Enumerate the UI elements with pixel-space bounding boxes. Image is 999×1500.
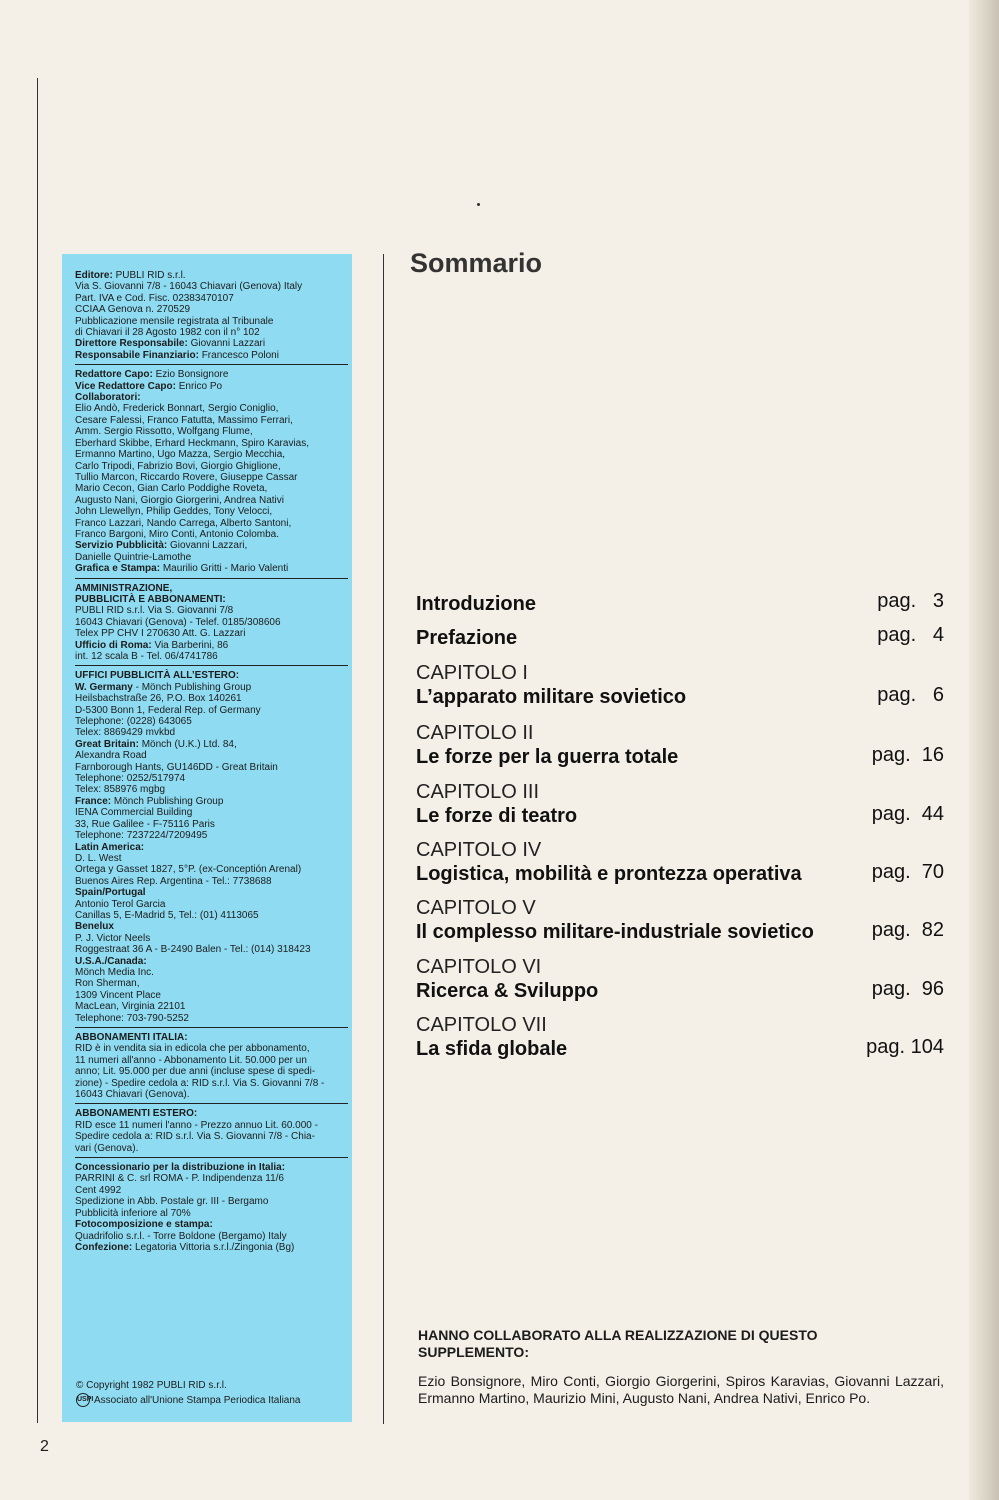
text-line: PARRINI & C. srl ROMA - P. Indipendenza 11/6 (75, 1173, 284, 1185)
toc-chapter-label: CAPITOLO III (416, 781, 539, 803)
text-line: Ron Sherman, (75, 978, 140, 990)
text-line: Via S. Giovanni 7/8 - 16043 Chiavari (Genova) Italy (75, 281, 303, 293)
text-line: Pubblicità inferiore al 70% (75, 1207, 191, 1219)
benelux-label: Benelux (75, 921, 114, 933)
toc-chapter-label: CAPITOLO II (416, 722, 534, 744)
text-line: Telephone: 7237224/7209495 (75, 830, 208, 842)
text-line: Heilsbachstraße 26, P.O. Box 140261 (75, 693, 242, 705)
text-line: Antonio Terol Garcia (75, 898, 166, 910)
concessionario-label: Concessionario per la distribuzione in Italia: (75, 1162, 286, 1174)
text-line: Mario Cecon, Gian Carlo Poddighe Roveta, (75, 483, 268, 495)
toc-chapter-label: CAPITOLO V (416, 897, 536, 919)
toc-entry (416, 1014, 944, 1061)
text-line: Farnborough Hants, GU146DD - Great Britain (75, 761, 278, 773)
toc-entry (416, 781, 944, 828)
text-line: Elio Andò, Frederick Bonnart, Sergio Coniglio, (75, 403, 279, 415)
pubblicita-line: Servizio Pubblicità: Giovanni Lazzari, (75, 540, 248, 552)
copyright-block (76, 1378, 300, 1408)
usa-details (75, 967, 348, 1024)
text-line: Pubblicazione mensile registrata al Tribunale (75, 315, 274, 327)
divider (75, 1157, 348, 1158)
finanziario-line: Responsabile Finanziario: Francesco Poloni (75, 349, 279, 361)
abbonamenti-estero-heading: ABBONAMENTI ESTERO: (75, 1108, 198, 1120)
abbonamenti-estero-details (75, 1120, 348, 1154)
france-details (75, 807, 348, 841)
text-line: PUBBLICITÀ E ABBONAMENTI: (75, 593, 226, 605)
text-line: AMMINISTRAZIONE, (75, 582, 173, 594)
usa-label: U.S.A./Canada: (75, 955, 147, 967)
toc-entry-title: Introduzione (416, 593, 536, 615)
toc-chapter-label: CAPITOLO VII (416, 1014, 547, 1036)
toc-entry-title: L’apparato militare sovietico (416, 686, 687, 708)
pubblicita-line2: Danielle Quintrie-Lamothe (75, 551, 192, 563)
ufficio-roma-line2: int. 12 scala B - Tel. 06/4741786 (75, 651, 218, 662)
text-line: RID è in vendita sia in edicola che per abbonamento, (75, 1043, 310, 1055)
amministrazione-heading (75, 583, 348, 606)
toc-entry-title: La sfida globale (416, 1038, 568, 1060)
text-line: Spedizione in Abb. Postale gr. III - Bergamo (75, 1196, 269, 1208)
toc-page-number: pag. 44 (871, 803, 944, 825)
divider (75, 1027, 348, 1028)
toc-page-number: pag. 3 (877, 590, 944, 612)
toc-entry-title: Prefazione (416, 627, 518, 649)
text-line: zione) - Spedire cedola a: RID s.r.l. Via S. Giovanni 7/8 - (75, 1077, 325, 1089)
divider (75, 665, 348, 666)
gb-details (75, 750, 348, 796)
vice-redattore-line: Vice Redattore Capo: Enrico Po (75, 380, 223, 392)
text-line: Roggestraat 36 A - B-2490 Balen - Tel.: (014) 318423 (75, 944, 311, 956)
text-line: Part. IVA e Cod. Fisc. 02383470107 (75, 292, 234, 304)
text-line: Eberhard Skibbe, Erhard Heckmann, Spiro Karavias, (75, 437, 310, 449)
credits-heading: HANNO COLLABORATO ALLA REALIZZAZIONE DI QUESTO SUPPLEMENTO: (418, 1327, 818, 1360)
collaboratori-list (75, 403, 348, 540)
toc-entry-title: Ricerca & Sviluppo (416, 980, 599, 1002)
collaboratori-label: Collaboratori: (75, 392, 141, 404)
divider (75, 364, 348, 365)
text-line: D. L. West (75, 852, 122, 864)
toc-page-number: pag. 70 (871, 861, 944, 883)
colophon-box (62, 254, 352, 1422)
text-line: Spedire cedola a: RID s.r.l. Via S. Giovanni 7/8 - Chia- (75, 1131, 315, 1143)
toc-page-number: pag. 104 (866, 1036, 944, 1058)
text-line: Augusto Nani, Giorgio Giorgerini, Andrea Nativi (75, 494, 284, 506)
abbonamenti-italia-details (75, 1043, 348, 1100)
germany-details (75, 693, 348, 739)
text-line: John Llewellyn, Philip Geddes, Tony Velocci, (75, 506, 273, 518)
text-line: Ortega y Gasset 1827, 5°P. (ex-Conceptión Arenal) (75, 864, 302, 876)
toc-entry-title: Il complesso militare-industriale sovietico (416, 921, 814, 943)
toc-chapter-label: CAPITOLO I (416, 662, 528, 684)
text-line: Amm. Sergio Rissotto, Wolfgang Flume, (75, 426, 253, 438)
uffici-estero-heading: UFFICI PUBBLICITÀ ALL’ESTERO: (75, 670, 240, 682)
page-edge-shadow (969, 0, 999, 1500)
abbonamenti-italia-heading: ABBONAMENTI ITALIA: (75, 1032, 188, 1043)
text-line: Telex: 8869429 mvkbd (75, 727, 176, 739)
amministrazione-details (75, 605, 348, 639)
text-line: 16043 Chiavari (Genova) - Telef. 0185/308606 (75, 616, 281, 628)
text-line: Telephone: 0252/517974 (75, 773, 186, 785)
france-line: France: Mönch Publishing Group (75, 795, 224, 807)
credits-names: Ezio Bonsignore, Miro Conti, Giorgio Giorgerini, Spiros Karavias, Giovanni Lazzari, Ermanno Martino, Maurizio Mini, Augusto Nani, Andrea Nativi, Enrico Po. (418, 1373, 944, 1406)
text-line: 33, Rue Galilee - F-75116 Paris (75, 818, 215, 830)
ufficio-roma-line: Ufficio di Roma: Via Barberini, 86 (75, 639, 229, 651)
text-line: RID esce 11 numeri l'anno - Prezzo annuo Lit. 60.000 - (75, 1119, 318, 1131)
toc-page-number: pag. 82 (871, 919, 944, 941)
toc-entry (416, 662, 944, 709)
toc-entry-title: Logistica, mobilità e prontezza operativa (416, 863, 802, 885)
text-line: Telephone: 703-790-5252 (75, 1012, 189, 1024)
toc-page-number: pag. 96 (871, 978, 944, 1000)
toc-entry (416, 839, 944, 886)
text-line: Tullio Marcon, Riccardo Rovere, Giuseppe Cassar (75, 471, 298, 483)
page-number: 2 (40, 1438, 49, 1455)
text-line: Cesare Falessi, Franco Fatutta, Massimo Ferrari, (75, 414, 293, 426)
text-line: 16043 Chiavari (Genova). (75, 1089, 190, 1101)
toc-entry-title: Le forze di teatro (416, 805, 578, 827)
print-speck (477, 203, 480, 206)
toc-entry (416, 897, 944, 944)
spain-label: Spain/Portugal (75, 887, 146, 899)
toc-entry-title: Le forze per la guerra totale (416, 746, 679, 768)
confezione-line: Confezione: Legatoria Vittoria s.r.l./Zingonia (Bg) (75, 1241, 295, 1253)
direttore-line: Direttore Responsabile: Giovanni Lazzari (75, 338, 266, 350)
toc-entry (416, 956, 944, 1003)
editore-line: Editore: PUBLI RID s.r.l. (75, 270, 186, 281)
germany-line: W. Germany - Mönch Publishing Group (75, 681, 252, 693)
text-line: CCIAA Genova n. 270529 (75, 304, 191, 316)
toc-entry (416, 592, 944, 616)
column-divider (383, 254, 384, 1424)
toc-page-number: pag. 6 (877, 684, 944, 706)
grafica-line: Grafica e Stampa: Maurilio Gritti - Mario Valenti (75, 563, 289, 575)
text-line: D-5300 Bonn 1, Federal Rep. of Germany (75, 704, 261, 716)
gb-line: Great Britain: Mönch (U.K.) Ltd. 84, (75, 738, 237, 750)
redattore-line: Redattore Capo: Ezio Bonsignore (75, 369, 229, 381)
text-line: Telex: 858976 mgbg (75, 784, 166, 796)
benelux-details (75, 933, 348, 956)
editore-details (75, 281, 348, 338)
credits-block (418, 1327, 944, 1407)
uspi-logo-icon: USPI (76, 1393, 90, 1407)
text-line: P. J. Victor Neels (75, 932, 151, 944)
text-line: Canillas 5, E-Madrid 5, Tel.: (01) 4113065 (75, 909, 259, 921)
left-margin-rule (37, 78, 38, 1423)
text-line: anno; Lit. 95.000 per due anni (incluse spese di spedi- (75, 1066, 316, 1078)
text-line: Mönch Media Inc. (75, 966, 154, 978)
text-line: Cent 4992 (75, 1184, 122, 1196)
text-line: Telephone: (0228) 643065 (75, 716, 192, 728)
fotocomposizione-value: Quadrifolio s.r.l. - Torre Boldone (Bergamo) Italy (75, 1230, 287, 1242)
text-line: PUBLI RID s.r.l. Via S. Giovanni 7/8 (75, 605, 234, 617)
colophon-text (75, 270, 348, 1253)
toc-entry (416, 722, 944, 769)
toc-title: Sommario (410, 248, 543, 278)
latam-label: Latin America: (75, 841, 145, 853)
latam-details (75, 853, 348, 887)
text-line: MacLean, Virginia 22101 (75, 1001, 186, 1013)
text-line: Carlo Tripodi, Fabrizio Bovi, Giorgio Ghiglione, (75, 460, 281, 472)
text-line: Buenos Aires Rep. Argentina - Tel.: 7738688 (75, 875, 272, 887)
text-line: Ermanno Martino, Ugo Mazza, Sergio Mecchia, (75, 449, 286, 461)
text-line: 1309 Vincent Place (75, 989, 161, 1001)
spain-details (75, 899, 348, 922)
copyright-line: © Copyright 1982 PUBLI RID s.r.l. (76, 1380, 227, 1391)
text-line: Alexandra Road (75, 750, 147, 762)
toc-page-number: pag. 4 (877, 624, 944, 646)
text-line: IENA Commercial Building (75, 807, 193, 819)
associato-line: USPIAssociato all'Unione Stampa Periodica Italiana (77, 1395, 301, 1406)
text-line: 11 numeri all'anno - Abbonamento Lit. 50.000 per un (75, 1054, 307, 1066)
divider (75, 1103, 348, 1104)
toc-page-number: pag. 16 (871, 744, 944, 766)
divider (75, 578, 348, 579)
toc-chapter-label: CAPITOLO VI (416, 956, 542, 978)
text-line: di Chiavari il 28 Agosto 1982 con il n° 102 (75, 327, 260, 339)
concessionario-details (75, 1173, 348, 1219)
text-line: vari (Genova). (75, 1142, 139, 1154)
fotocomposizione-label: Fotocomposizione e stampa: (75, 1219, 213, 1231)
text-line: Telex PP CHV I 270630 Att. G. Lazzari (75, 628, 246, 640)
toc-chapter-label: CAPITOLO IV (416, 839, 542, 861)
text-line: Franco Bargoni, Miro Conti, Antonio Colomba. (75, 528, 279, 540)
text-line: Franco Lazzari, Nando Carrega, Alberto Santoni, (75, 517, 292, 529)
toc-entry (416, 626, 944, 650)
